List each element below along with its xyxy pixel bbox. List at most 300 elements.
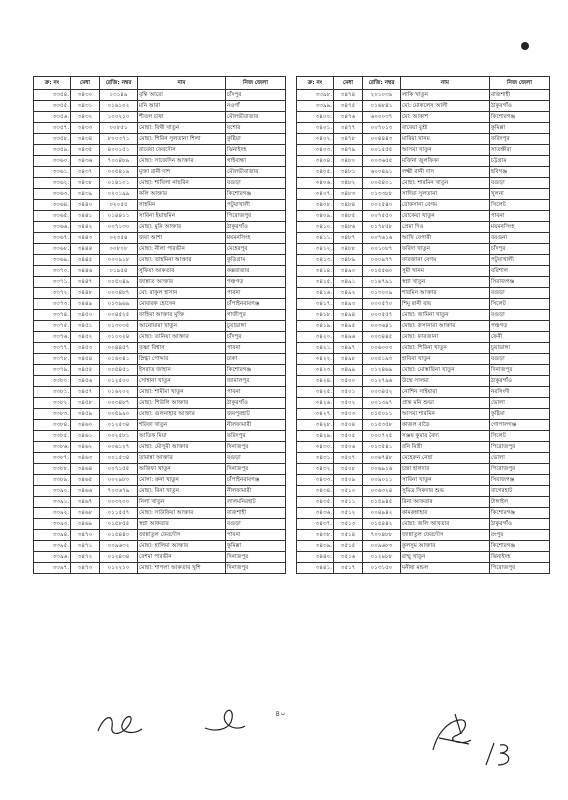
merit-cell: ৩৫০৫ xyxy=(334,431,363,442)
reg-cell: ০০৬৭৪৮ xyxy=(363,453,401,464)
table-row xyxy=(34,266,286,277)
serial-cell: ৩৩৫৮. xyxy=(34,134,71,145)
table-row xyxy=(34,552,286,563)
reg-cell: ০০৪৪৪৩ xyxy=(363,134,401,145)
merit-cell: ৩৪৯৫ xyxy=(334,321,363,332)
district-cell: নরসিংদী xyxy=(490,387,550,398)
district-cell: বগুড়া xyxy=(490,288,550,299)
serial-cell: ৩৪২৫. xyxy=(297,387,334,398)
district-cell: বরিশাল xyxy=(490,266,550,277)
merit-cell: ৩৪৮৮ xyxy=(334,244,363,255)
district-cell: চাঁপাইনবাবগঞ্জ xyxy=(226,299,286,310)
district-cell: কিশোরগঞ্জ xyxy=(226,189,286,200)
serial-cell: ৩৪০১. xyxy=(297,123,334,134)
district-cell: সিলেট xyxy=(490,431,550,442)
serial-cell: ৩৩৭১. xyxy=(34,277,71,288)
serial-cell: ৩৩৮৯. xyxy=(34,475,71,486)
district-cell: পটুয়াখালী xyxy=(226,200,286,211)
table-row xyxy=(297,178,550,189)
merit-cell: ৩৫১৬ xyxy=(334,552,363,563)
corner-dot-mark xyxy=(521,42,529,50)
name-cell: রাবেয়া বুশ্রী xyxy=(401,123,490,134)
reg-cell: ০১২৯৮৮ xyxy=(363,552,401,563)
serial-cell: ৩৩৮৬. xyxy=(34,442,71,453)
reg-cell: ০০১৫৩৪ xyxy=(100,453,138,464)
table-row xyxy=(34,134,286,145)
serial-cell: ৩৪৩২. xyxy=(297,464,334,475)
reg-cell: ০০৩৪৪৫ xyxy=(363,332,401,343)
page-number: ৪০ xyxy=(275,709,286,718)
merit-cell: ৩৫০২ xyxy=(334,398,363,409)
table-row xyxy=(297,90,550,101)
serial-cell: ৩৪১৮. xyxy=(297,310,334,321)
table-row xyxy=(297,464,550,475)
serial-cell: ৩৩৮৪. xyxy=(34,420,71,431)
serial-cell: ৩৪২৪. xyxy=(297,376,334,387)
name-cell: মোছা: তাহমিনা আক্তার xyxy=(138,255,226,266)
serial-cell: ৩৩৫৬. xyxy=(34,112,71,123)
merit-cell: ৩৪৯৮ xyxy=(334,354,363,365)
district-cell: দিনাজপুর xyxy=(226,563,286,574)
merit-cell: ৩৫০৯ xyxy=(334,475,363,486)
name-cell: শরিফা খাতুন xyxy=(138,420,226,431)
reg-cell: ০০৫৯৯০ xyxy=(100,409,138,420)
district-cell: কিশোরগঞ্জ xyxy=(490,541,550,552)
district-cell: সিরাজগঞ্জ xyxy=(490,277,550,288)
district-header: নিজ জেলা xyxy=(226,77,286,90)
name-cell: আখি বেপারী xyxy=(401,233,490,244)
reg-cell: ০০৫১৯৩ xyxy=(363,354,401,365)
district-cell: চুয়াডাঙ্গা xyxy=(490,343,550,354)
table-row xyxy=(297,530,550,541)
reg-cell: ০১৩৫৪১ xyxy=(363,442,401,453)
serial-cell: ৩৪০৪. xyxy=(297,156,334,167)
reg-cell: ০১৬৭৯১ xyxy=(363,277,401,288)
merit-cell: ৩৪৫৮ xyxy=(71,398,100,409)
name-header: নাম xyxy=(138,77,226,90)
district-cell: রাজশাহী xyxy=(226,508,286,519)
table-row xyxy=(34,222,286,233)
reg-cell: ০১৫৪৪২ xyxy=(363,519,401,530)
merit-cell: ৩৪৯১ xyxy=(334,277,363,288)
reg-cell: ৭০০৪৮৯ xyxy=(100,156,138,167)
reg-cell: ০২০১৯৯ xyxy=(100,189,138,200)
merit-cell: ৩৫০৬ xyxy=(334,442,363,453)
table-row xyxy=(34,519,286,530)
merit-cell: ৩৫০৪ xyxy=(334,420,363,431)
reg-cell: ০১৩০০৯ xyxy=(363,288,401,299)
district-cell: বাগেরহাট xyxy=(490,486,550,497)
merit-cell: ৩৪৮৫ xyxy=(334,211,363,222)
merit-cell: ৩৪৯৩ xyxy=(334,299,363,310)
district-cell: পঞ্চগড় xyxy=(226,277,286,288)
merit-cell: ৩৫১৪ xyxy=(334,530,363,541)
name-cell: প্রেমা দিও xyxy=(401,222,490,233)
reg-cell: ০১৯৫৪ xyxy=(100,266,138,277)
district-cell: টাঙ্গাইল xyxy=(490,497,550,508)
merit-cell: ৩৪৭০ xyxy=(71,530,100,541)
merit-cell: ৩৪৩৫ xyxy=(71,145,100,156)
serial-cell: ৩৩৮৭. xyxy=(34,453,71,464)
reg-cell: ০০০৭২৫ xyxy=(363,431,401,442)
serial-cell: ৩৩৮০. xyxy=(34,376,71,387)
district-cell: পঞ্চগড় xyxy=(490,321,550,332)
name-cell: সোহানা খাতুন xyxy=(138,376,226,387)
district-cell: হবিগঞ্জ xyxy=(490,167,550,178)
merit-cell: ৩৪৭৭ xyxy=(334,123,363,134)
table-row xyxy=(297,552,550,563)
reg-cell: ৭০০৪৮৮ xyxy=(363,530,401,541)
table-row xyxy=(297,431,550,442)
name-cell: মোছা: শিউলি আক্তার xyxy=(138,398,226,409)
reg-header: রেজি: নম্বর xyxy=(363,77,401,90)
table-row xyxy=(297,519,550,530)
table-row xyxy=(297,486,550,497)
serial-cell: ৩৩৯৭. xyxy=(34,563,71,574)
reg-cell: ০০৩২০০ xyxy=(100,497,138,508)
serial-cell: ৩৪২৮. xyxy=(297,420,334,431)
serial-cell: ৩৪০০. xyxy=(297,112,334,123)
table-row xyxy=(34,299,286,310)
serial-cell: ৩৩৯৪. xyxy=(34,530,71,541)
reg-cell: ০০৫৪৫১ xyxy=(100,365,138,376)
name-cell: মোছা: রুসানারা আক্তার xyxy=(401,321,490,332)
table-row xyxy=(297,376,550,387)
district-cell: কিশোরগঞ্জ xyxy=(490,508,550,519)
reg-cell: ০০৪৯৪২ xyxy=(363,508,401,519)
name-cell: মোছা: শিরিন সুলতানা শিলা xyxy=(138,134,226,145)
table-row xyxy=(297,563,550,574)
district-cell: চাঁদপুর xyxy=(226,332,286,343)
district-cell: কুমিল্লা xyxy=(226,541,286,552)
serial-cell: ৩৩৫৪. xyxy=(34,90,71,101)
name-cell: রিনা আকতার xyxy=(401,497,490,508)
district-cell: পিরোজপুর xyxy=(490,464,550,475)
reg-cell: ০০৪৫২৫ xyxy=(100,310,138,321)
serial-cell: ৩৪২৯. xyxy=(297,431,334,442)
reg-cell: ০১২৭৯৬ xyxy=(363,376,401,387)
table-row xyxy=(297,387,550,398)
name-cell: শারমিন আক্তার xyxy=(401,288,490,299)
table-row xyxy=(297,189,550,200)
table-row xyxy=(34,189,286,200)
name-cell: লক্ষ্মী রানী দাস xyxy=(401,167,490,178)
name-cell: মেহেরুন নেছা xyxy=(401,453,490,464)
table-row xyxy=(297,365,550,376)
name-cell: রোকসানা বেগম xyxy=(401,200,490,211)
serial-cell: ৩৪৪০. xyxy=(297,552,334,563)
name-cell: মোছা: শামীমা খাতুন xyxy=(138,387,226,398)
serial-cell: ৩৩৯৮. xyxy=(297,90,334,101)
merit-cell: ৩৫০৭ xyxy=(334,453,363,464)
serial-cell: ৩৩৭৬. xyxy=(34,332,71,343)
merit-cell: ৩৪৭২ xyxy=(71,552,100,563)
serial-cell: ৩৪২১. xyxy=(297,343,334,354)
merit-cell: ৩৪৪৬ xyxy=(71,266,100,277)
serial-cell: ৩৪৩৩. xyxy=(297,475,334,486)
merit-cell: ৩৫১০ xyxy=(334,486,363,497)
serial-cell: ৩৪১০. xyxy=(297,222,334,233)
district-cell: ঠাকুরগাঁও xyxy=(490,519,550,530)
serial-cell: ৩৩৯৩. xyxy=(34,519,71,530)
serial-cell: ৩৩৭৭. xyxy=(34,343,71,354)
reg-cell: ০০১০৮৭ xyxy=(363,244,401,255)
reg-cell: ০০৬০০৩ xyxy=(363,343,401,354)
table-row xyxy=(34,310,286,321)
table-row xyxy=(34,453,286,464)
district-cell: সাতক্ষীরা xyxy=(490,145,550,156)
merit-cell: ৩৪৮৩ xyxy=(334,189,363,200)
name-cell: রনি মিস্ত্রী xyxy=(401,442,490,453)
name-cell: কামরুন্নাহার xyxy=(401,508,490,519)
table-row xyxy=(34,541,286,552)
serial-cell: ৩৩৮১. xyxy=(34,387,71,398)
district-cell: পিরোজপুর xyxy=(226,211,286,222)
serial-cell: ৩৩৭৯. xyxy=(34,365,71,376)
table-row xyxy=(34,167,286,178)
name-cell: উম্মে সালমা xyxy=(401,376,490,387)
reg-cell: ০০৮৫১ xyxy=(100,123,138,134)
name-cell: লাকি খাতুন xyxy=(401,90,490,101)
reg-cell: ৬০০০৩৭ xyxy=(363,112,401,123)
serial-cell: ৩৪২২. xyxy=(297,354,334,365)
serial-cell: ৩৪০৭. xyxy=(297,189,334,200)
table-row xyxy=(297,453,550,464)
reg-cell: ০১৩০৩৫ xyxy=(100,321,138,332)
serial-cell: ৩৪০৮. xyxy=(297,200,334,211)
name-cell: মোছা: সাজেদিন আক্তার xyxy=(138,156,226,167)
table-row xyxy=(34,211,286,222)
name-cell: জান্নাতুল ফেরদৌস xyxy=(138,530,226,541)
table-row xyxy=(297,123,550,134)
reg-cell: ০১২৫৩৪ xyxy=(100,420,138,431)
merit-cell: ৩৫০১ xyxy=(334,387,363,398)
table-row xyxy=(34,497,286,508)
serial-cell: ৩৩৭৮. xyxy=(34,354,71,365)
table-row xyxy=(34,123,286,134)
table-row xyxy=(34,563,286,574)
table-row xyxy=(297,211,550,222)
merit-cell: ৩৫১৩ xyxy=(334,519,363,530)
merit-cell: ৩৪৬৭ xyxy=(71,497,100,508)
district-cell: দিনাজপুর xyxy=(226,464,286,475)
merit-cell: ৩৪৫৬ xyxy=(71,376,100,387)
district-cell: গোপালগঞ্জ xyxy=(490,420,550,431)
reg-cell: ৭০০৬৭৯ xyxy=(100,486,138,497)
merit-cell: ৩৪৬২ xyxy=(71,442,100,453)
merit-cell: ৩৫০০ xyxy=(334,376,363,387)
merit-cell: ৩৪৭৫ xyxy=(334,101,363,112)
serial-cell: ৩৩৬১. xyxy=(34,167,71,178)
merit-cell: ৩৪৬০ xyxy=(71,420,100,431)
merit-cell: ৩৪৭৩ xyxy=(71,563,100,574)
merit-cell: ৩৪৮৬ xyxy=(334,222,363,233)
serial-cell: ৩৪১২. xyxy=(297,244,334,255)
district-cell: বগুড়া xyxy=(490,354,550,365)
district-cell: নওগাঁ xyxy=(226,101,286,112)
merit-cell: ৩৪৫১ xyxy=(71,321,100,332)
reg-cell: ০০৫৪১৯ xyxy=(100,167,138,178)
district-cell: চাঁদপুর xyxy=(226,90,286,101)
district-cell: ময়মনসিংহ xyxy=(490,222,550,233)
district-cell: মৌলভীবাজার xyxy=(226,112,286,123)
name-cell: রাবেয়া ফেরদৌস xyxy=(138,145,226,156)
table-header-row xyxy=(297,77,550,90)
table-row xyxy=(297,266,550,277)
merit-cell: ৩৪৪২ xyxy=(71,222,100,233)
reg-cell: ০১২৫০০ xyxy=(100,376,138,387)
reg-cell: ০০৯০১১ xyxy=(363,475,401,486)
merit-cell: ৩৪৮০ xyxy=(334,156,363,167)
merit-cell: ৩৪৫৯ xyxy=(71,409,100,420)
serial-cell: ৩৪৩৫. xyxy=(297,497,334,508)
district-cell: পিরোজপুর xyxy=(490,442,550,453)
name-cell: রেশমা পারভীন xyxy=(138,552,226,563)
reg-cell: ০১১৫৫৭ xyxy=(100,508,138,519)
table-row xyxy=(297,343,550,354)
reg-cell: ০১৩৯৬৯ xyxy=(100,299,138,310)
table-row xyxy=(34,288,286,299)
reg-cell: ০০৭১৫৫ xyxy=(100,464,138,475)
merit-cell: ৩৪৬৩ xyxy=(71,453,100,464)
reg-cell: ০০৯৬৩২ xyxy=(100,541,138,552)
table-row xyxy=(34,398,286,409)
merit-cell: ৩৪৯৯ xyxy=(334,365,363,376)
reg-cell: ০০০৪৮৭ xyxy=(100,288,138,299)
district-cell: চুয়াডাঙ্গা xyxy=(226,321,286,332)
merit-cell: ৩৪৩৬ xyxy=(71,156,100,167)
table-row xyxy=(34,343,286,354)
name-cell: আতিক মিয়া xyxy=(138,431,226,442)
merit-cell: ৩৪৮৭ xyxy=(334,233,363,244)
name-cell: জান্নাতুল ফেরদৌস xyxy=(401,530,490,541)
merit-cell: ৩৪৯৪ xyxy=(334,310,363,321)
reg-cell: ০২০৫৫ xyxy=(100,200,138,211)
reg-cell: ০০৩৪৫২ xyxy=(363,387,401,398)
merit-header: মেধা xyxy=(334,77,363,90)
merit-cell: ৩৪৭১ xyxy=(71,541,100,552)
reg-cell: ০০৬১২৭ xyxy=(100,442,138,453)
serial-cell: ৩৩৭৩. xyxy=(34,299,71,310)
name-cell: মর্জিনা জুলফিকা xyxy=(401,156,490,167)
merit-cell: ৩৪৬৫ xyxy=(71,475,100,486)
serial-cell: ৩৪৩৭. xyxy=(297,519,334,530)
merit-cell: ৩৪৯০ xyxy=(334,266,363,277)
serial-cell: ৩৪৩৬. xyxy=(297,508,334,519)
name-cell: আসমা খাতুন xyxy=(401,145,490,156)
merit-cell: ৩৪৬৯ xyxy=(71,519,100,530)
name-cell: ফরিদা খাতুন xyxy=(401,244,490,255)
merit-cell: ৩৫০৮ xyxy=(334,464,363,475)
reg-cell: ৬০০৪৯১ xyxy=(363,167,401,178)
merit-cell: ৩৪৫৪ xyxy=(71,354,100,365)
merit-cell: ৩৫১১ xyxy=(334,497,363,508)
table-row xyxy=(34,530,286,541)
name-cell: ফারজানা বেগম xyxy=(401,255,490,266)
district-cell: সিলেট xyxy=(490,200,550,211)
reg-cell: ১০০২১০ xyxy=(100,112,138,123)
serial-cell: ৩৩৭৪. xyxy=(34,310,71,321)
table-row xyxy=(34,431,286,442)
district-cell: ঠাকুরগাঁও xyxy=(226,398,286,409)
name-cell: নিলা খাতুন xyxy=(138,497,226,508)
merit-cell: ৩৪৫২ xyxy=(71,332,100,343)
table-row xyxy=(297,321,550,332)
merit-cell: ৩৪৭৯ xyxy=(334,145,363,156)
merit-cell: ৩৪৩৯ xyxy=(71,189,100,200)
name-cell: মোছা: জামিনা খাতুন xyxy=(401,310,490,321)
table-row xyxy=(34,90,286,101)
name-cell: সুমিত্র সিকদার শুভ xyxy=(401,486,490,497)
name-cell: মোছা: শারমিন খাতুন xyxy=(401,178,490,189)
table-row xyxy=(297,101,550,112)
reg-cell: ০০০৯১৮ xyxy=(100,255,138,266)
table-row xyxy=(297,332,550,343)
name-cell: মো: আকাশ xyxy=(401,112,490,123)
district-cell: সিলেট xyxy=(490,299,550,310)
serial-cell: ৩৪২০. xyxy=(297,332,334,343)
merit-cell: ৩৪৪০ xyxy=(71,200,100,211)
serial-cell: ৩৩৮২. xyxy=(34,398,71,409)
reg-cell: ০০৫৪০১ xyxy=(363,178,401,189)
name-cell: মো: মোকলেস আলী xyxy=(401,101,490,112)
reg-cell: ০১২৪৩৪ xyxy=(100,552,138,563)
name-cell: সঞ্জয় কুমার বৈদ্য xyxy=(401,431,490,442)
merit-cell: ৩৪৫৫ xyxy=(71,365,100,376)
serial-cell: ৩৩৮৫. xyxy=(34,431,71,442)
merit-cell: ৩৪৪১ xyxy=(71,211,100,222)
reg-cell: ৪০০১৫১ xyxy=(100,145,138,156)
table-row xyxy=(34,321,286,332)
reg-cell: ০১৬২০২ xyxy=(100,387,138,398)
name-cell: কলি আক্তার xyxy=(138,189,226,200)
district-cell: রংপুর xyxy=(490,530,550,541)
serial-cell: ৩৩৬৮. xyxy=(34,244,71,255)
reg-cell: ০০০৫৭০ xyxy=(363,299,401,310)
name-cell: মো: রাকুল হাসান xyxy=(138,288,226,299)
serial-cell: ৩৪২৩. xyxy=(297,365,334,376)
district-cell: কুমিল্লা xyxy=(490,123,550,134)
district-cell: নীলফামারী xyxy=(226,420,286,431)
reg-cell: ০০৮০৮ xyxy=(100,244,138,255)
reg-cell: ০০৫০৪৯ xyxy=(100,277,138,288)
merit-cell: ৩৪৪৩ xyxy=(71,233,100,244)
table-row xyxy=(34,442,286,453)
name-cell: তামান্না আক্তার xyxy=(138,453,226,464)
name-cell: মোছা: শাখিলা নাছরিন xyxy=(138,178,226,189)
name-cell: মোছা: মৌসুমী আক্তার xyxy=(138,442,226,453)
table-row xyxy=(297,277,550,288)
name-cell: নোশিন সাইয়ারা xyxy=(401,387,490,398)
district-cell: কক্সবাজার xyxy=(226,266,286,277)
name-cell: মোছা: শাপলা আকতার খুশি xyxy=(138,563,226,574)
reg-cell: ০১৬১০২ xyxy=(100,101,138,112)
name-cell: রাম্মু খাতুন xyxy=(401,552,490,563)
serial-cell: ৩৪৪১. xyxy=(297,563,334,574)
table-row xyxy=(34,244,286,255)
reg-cell: ০০৩৬৫৫ xyxy=(363,156,401,167)
merit-cell: ৩৪৮২ xyxy=(334,178,363,189)
district-cell: ঢাকা xyxy=(226,354,286,365)
table-row xyxy=(34,475,286,486)
reg-cell: ০০৩৪৮৭ xyxy=(100,398,138,409)
reg-cell: ০১৫৫৬০ xyxy=(363,266,401,277)
district-cell: ঠাকুরগাঁও xyxy=(490,101,550,112)
merit-cell: ৩৪৯২ xyxy=(334,288,363,299)
serial-cell: ৩৩৬৩. xyxy=(34,189,71,200)
table-row xyxy=(34,178,286,189)
district-cell: পাবনা xyxy=(490,211,550,222)
